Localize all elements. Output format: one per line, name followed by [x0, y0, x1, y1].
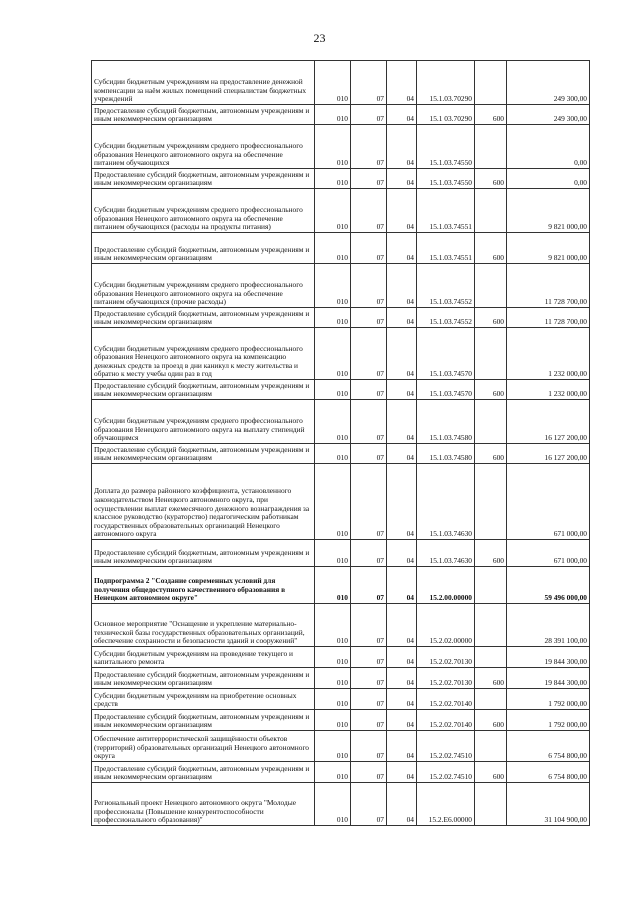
ministry-code-cell: 010: [315, 264, 351, 308]
amount-cell: 1 232 000,00: [507, 380, 590, 400]
expense-type-cell: [475, 264, 507, 308]
ministry-code-cell: 010: [315, 689, 351, 710]
subsection-code-cell: 04: [387, 125, 417, 169]
expense-type-cell: 600: [475, 710, 507, 731]
expense-name-cell: Субсидии бюджетным учреждениям на проведение текущего и капитального ремонта: [92, 647, 315, 668]
table-row: [92, 189, 590, 233]
expense-type-cell: 600: [475, 444, 507, 464]
amount-cell: 249 300,00: [507, 105, 590, 125]
section-code-cell: 07: [351, 540, 387, 567]
target-article-cell: 15.1.03.74552: [417, 264, 475, 308]
expense-type-cell: [475, 783, 507, 826]
expense-type-cell: [475, 731, 507, 762]
section-code-cell: 07: [351, 762, 387, 783]
ministry-code-cell: 010: [315, 189, 351, 233]
table-row: [92, 308, 590, 328]
section-code-cell: 07: [351, 169, 387, 189]
expense-name-cell: Предоставление субсидий бюджетным, автономным учреждениям и иным некоммерческим организациям: [92, 233, 315, 264]
expense-name-cell: Субсидии бюджетным учреждениям среднего профессионального образования Ненецкого автономного округа на выплату стипендий обучающимся: [92, 400, 315, 444]
expense-type-cell: [475, 189, 507, 233]
ministry-code-cell: 010: [315, 105, 351, 125]
table-row: [92, 783, 590, 826]
target-article-cell: 15.1.03.74552: [417, 308, 475, 328]
expense-name-cell: Субсидии бюджетным учреждениям среднего профессионального образования Ненецкого автономного округа на компенсацию денежных средств за проезд в дни каникул к месту жительства и обратно к месту учебы один раз в год: [92, 328, 315, 380]
section-code-cell: 07: [351, 464, 387, 540]
expense-type-cell: [475, 689, 507, 710]
expense-name-cell: Предоставление субсидий бюджетным, автономным учреждениям и иным некоммерческим организациям: [92, 762, 315, 783]
section-code-cell: 07: [351, 731, 387, 762]
ministry-code-cell: 010: [315, 380, 351, 400]
table-row: [92, 464, 590, 540]
expense-name-cell: Субсидии бюджетным учреждениям на предоставление денежной компенсации за наём жилых помещений специалистам бюджетных учреждений: [92, 61, 315, 105]
expense-name-cell: Предоставление субсидий бюджетным, автономным учреждениям и иным некоммерческим организациям: [92, 308, 315, 328]
ministry-code-cell: 010: [315, 233, 351, 264]
subsection-code-cell: 04: [387, 105, 417, 125]
table-row: [92, 762, 590, 783]
amount-cell: 671 000,00: [507, 464, 590, 540]
section-code-cell: 07: [351, 328, 387, 380]
subsection-code-cell: 04: [387, 668, 417, 689]
ministry-code-cell: 010: [315, 308, 351, 328]
table-row: [92, 105, 590, 125]
target-article-cell: 15.1.03.74630: [417, 464, 475, 540]
expense-name-cell: Субсидии бюджетным учреждениям среднего профессионального образования Ненецкого автономного округа на обеспечение питанием обучающихся: [92, 125, 315, 169]
subsection-code-cell: 04: [387, 731, 417, 762]
target-article-cell: 15.1.03.74570: [417, 328, 475, 380]
table-row: [92, 731, 590, 762]
expense-type-cell: [475, 647, 507, 668]
subsection-code-cell: 04: [387, 189, 417, 233]
expense-type-cell: [475, 464, 507, 540]
section-code-cell: 07: [351, 105, 387, 125]
amount-cell: 28 391 100,00: [507, 604, 590, 647]
target-article-cell: 15.1.03.74551: [417, 233, 475, 264]
subsection-code-cell: 04: [387, 567, 417, 604]
amount-cell: 249 300,00: [507, 61, 590, 105]
table-row: [92, 328, 590, 380]
ministry-code-cell: 010: [315, 731, 351, 762]
amount-cell: 16 127 200,00: [507, 400, 590, 444]
section-code-cell: 07: [351, 689, 387, 710]
target-article-cell: 15.1.03.74550: [417, 169, 475, 189]
ministry-code-cell: 010: [315, 710, 351, 731]
section-code-cell: 07: [351, 189, 387, 233]
section-code-cell: 07: [351, 444, 387, 464]
target-article-cell: 15.1.03.74551: [417, 189, 475, 233]
amount-cell: 31 104 900,00: [507, 783, 590, 826]
expense-type-cell: 600: [475, 233, 507, 264]
subsection-code-cell: 04: [387, 444, 417, 464]
subsection-code-cell: 04: [387, 762, 417, 783]
table-row: [92, 444, 590, 464]
expense-name-cell: Доплата до размера районного коэффициента, установленного законодательством Ненецкого автономного округа, при осуществлении выплат ежемесячного денежного вознаграждения за классное руководство (кураторство) педагогическим работникам государственных образовательных организаций Ненецкого автономного округа: [92, 464, 315, 540]
section-code-cell: 07: [351, 710, 387, 731]
target-article-cell: 15.2.02.70130: [417, 647, 475, 668]
table-row: [92, 400, 590, 444]
expense-name-cell: Предоставление субсидий бюджетным, автономным учреждениям и иным некоммерческим организациям: [92, 169, 315, 189]
subsection-code-cell: 04: [387, 61, 417, 105]
target-article-cell: 15.2.02.00000: [417, 604, 475, 647]
section-code-cell: 07: [351, 61, 387, 105]
ministry-code-cell: 010: [315, 567, 351, 604]
subsection-code-cell: 04: [387, 233, 417, 264]
section-code-cell: 07: [351, 668, 387, 689]
table-row: [92, 540, 590, 567]
subsection-code-cell: 04: [387, 783, 417, 826]
ministry-code-cell: 010: [315, 604, 351, 647]
budget-table: [91, 60, 590, 826]
section-code-cell: 07: [351, 567, 387, 604]
table-row: [92, 647, 590, 668]
subsection-code-cell: 04: [387, 604, 417, 647]
amount-cell: 6 754 800,00: [507, 731, 590, 762]
expense-type-cell: 600: [475, 380, 507, 400]
expense-name-cell: Предоставление субсидий бюджетным, автономным учреждениям и иным некоммерческим организациям: [92, 540, 315, 567]
amount-cell: 671 000,00: [507, 540, 590, 567]
expense-type-cell: [475, 604, 507, 647]
subsection-code-cell: 04: [387, 464, 417, 540]
ministry-code-cell: 010: [315, 540, 351, 567]
expense-name-cell: Предоставление субсидий бюджетным, автономным учреждениям и иным некоммерческим организациям: [92, 380, 315, 400]
expense-name-cell: Предоставление субсидий бюджетным, автономным учреждениям и иным некоммерческим организациям: [92, 105, 315, 125]
amount-cell: 0,00: [507, 169, 590, 189]
expense-type-cell: 600: [475, 105, 507, 125]
target-article-cell: 15.2.E6.00000: [417, 783, 475, 826]
amount-cell: 11 728 700,00: [507, 264, 590, 308]
expense-type-cell: [475, 61, 507, 105]
amount-cell: 19 844 300,00: [507, 668, 590, 689]
expense-name-cell: Предоставление субсидий бюджетным, автономным учреждениям и иным некоммерческим организациям: [92, 444, 315, 464]
subsection-code-cell: 04: [387, 540, 417, 567]
ministry-code-cell: 010: [315, 647, 351, 668]
ministry-code-cell: 010: [315, 169, 351, 189]
target-article-cell: 15.1 03.70290: [417, 105, 475, 125]
amount-cell: 16 127 200,00: [507, 444, 590, 464]
table-row: [92, 125, 590, 169]
amount-cell: 0,00: [507, 125, 590, 169]
subsection-code-cell: 04: [387, 710, 417, 731]
expense-name-cell: Обеспечение антитеррористической защищённости объектов (территорий) образовательных организаций Ненецкого автономного округа: [92, 731, 315, 762]
table-row: [92, 567, 590, 604]
expense-type-cell: 600: [475, 668, 507, 689]
target-article-cell: 15.2.02.74510: [417, 762, 475, 783]
expense-name-cell: Подпрограмма 2 "Создание современных условий для получения общедоступного качественного образования в Ненецком автономном округе": [92, 567, 315, 604]
section-code-cell: 07: [351, 125, 387, 169]
subsection-code-cell: 04: [387, 380, 417, 400]
expense-type-cell: 600: [475, 308, 507, 328]
target-article-cell: 15.2.02.70140: [417, 710, 475, 731]
expense-type-cell: 600: [475, 540, 507, 567]
subsection-code-cell: 04: [387, 400, 417, 444]
section-code-cell: 07: [351, 308, 387, 328]
section-code-cell: 07: [351, 647, 387, 668]
subsection-code-cell: 04: [387, 264, 417, 308]
section-code-cell: 07: [351, 604, 387, 647]
expense-type-cell: [475, 400, 507, 444]
expense-type-cell: [475, 125, 507, 169]
target-article-cell: 15.2.02.74510: [417, 731, 475, 762]
target-article-cell: 15.1.03.74550: [417, 125, 475, 169]
ministry-code-cell: 010: [315, 783, 351, 826]
ministry-code-cell: 010: [315, 762, 351, 783]
target-article-cell: 15.1.03.70290: [417, 61, 475, 105]
subsection-code-cell: 04: [387, 689, 417, 710]
expense-type-cell: [475, 567, 507, 604]
subsection-code-cell: 04: [387, 328, 417, 380]
section-code-cell: 07: [351, 380, 387, 400]
table-row: [92, 668, 590, 689]
expense-name-cell: Субсидии бюджетным учреждениям среднего профессионального образования Ненецкого автономного округа на обеспечение питанием обучающихся (прочие расходы): [92, 264, 315, 308]
table-row: [92, 710, 590, 731]
ministry-code-cell: 010: [315, 464, 351, 540]
target-article-cell: 15.1.03.74580: [417, 400, 475, 444]
target-article-cell: 15.1.03.74630: [417, 540, 475, 567]
table-row: [92, 61, 590, 105]
table-row: [92, 169, 590, 189]
amount-cell: 9 821 000,00: [507, 189, 590, 233]
budget-table-body: [92, 61, 590, 826]
target-article-cell: 15.1.03.74570: [417, 380, 475, 400]
amount-cell: 9 821 000,00: [507, 233, 590, 264]
target-article-cell: 15.1.03.74580: [417, 444, 475, 464]
amount-cell: 6 754 800,00: [507, 762, 590, 783]
expense-name-cell: Субсидии бюджетным учреждениям среднего профессионального образования Ненецкого автономного округа на обеспечение питанием обучающихся (расходы на продукты питания): [92, 189, 315, 233]
ministry-code-cell: 010: [315, 61, 351, 105]
expense-type-cell: [475, 328, 507, 380]
ministry-code-cell: 010: [315, 328, 351, 380]
section-code-cell: 07: [351, 783, 387, 826]
expense-name-cell: Региональный проект Ненецкого автономного округа "Молодые профессионалы (Повышение конкурентоспособности профессионального образования)": [92, 783, 315, 826]
table-row: [92, 380, 590, 400]
amount-cell: 1 232 000,00: [507, 328, 590, 380]
target-article-cell: 15.2.02.70140: [417, 689, 475, 710]
table-row: [92, 604, 590, 647]
amount-cell: 19 844 300,00: [507, 647, 590, 668]
expense-name-cell: Основное мероприятие "Оснащение и укрепление материально-технической базы государственных образовательных организаций, обеспечение сохранности и безопасности зданий и сооружений": [92, 604, 315, 647]
subsection-code-cell: 04: [387, 647, 417, 668]
table-row: [92, 264, 590, 308]
subsection-code-cell: 04: [387, 308, 417, 328]
ministry-code-cell: 010: [315, 668, 351, 689]
expense-name-cell: Субсидии бюджетным учреждениям на приобретение основных средств: [92, 689, 315, 710]
section-code-cell: 07: [351, 264, 387, 308]
amount-cell: 11 728 700,00: [507, 308, 590, 328]
table-row: [92, 233, 590, 264]
target-article-cell: 15.2.02.70130: [417, 668, 475, 689]
ministry-code-cell: 010: [315, 125, 351, 169]
expense-name-cell: Предоставление субсидий бюджетным, автономным учреждениям и иным некоммерческим организациям: [92, 710, 315, 731]
subsection-code-cell: 04: [387, 169, 417, 189]
amount-cell: 59 496 000,00: [507, 567, 590, 604]
ministry-code-cell: 010: [315, 444, 351, 464]
expense-name-cell: Предоставление субсидий бюджетным, автономным учреждениям и иным некоммерческим организациям: [92, 668, 315, 689]
table-row: [92, 689, 590, 710]
amount-cell: 1 792 000,00: [507, 689, 590, 710]
expense-type-cell: 600: [475, 169, 507, 189]
ministry-code-cell: 010: [315, 400, 351, 444]
section-code-cell: 07: [351, 400, 387, 444]
target-article-cell: 15.2.00.00000: [417, 567, 475, 604]
section-code-cell: 07: [351, 233, 387, 264]
expense-type-cell: 600: [475, 762, 507, 783]
page-number: 23: [313, 31, 326, 45]
amount-cell: 1 792 000,00: [507, 710, 590, 731]
